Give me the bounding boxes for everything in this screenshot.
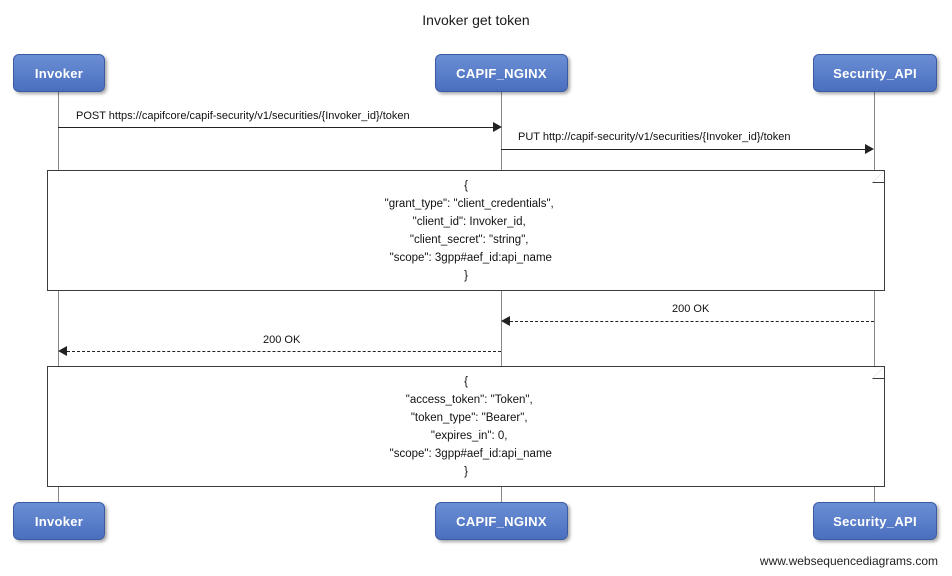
note-line: }: [464, 465, 468, 478]
actor-security-api-bottom[interactable]: [813, 502, 937, 540]
actor-capif-nginx-bottom[interactable]: [435, 502, 568, 540]
note-line: "client_secret": "string",: [403, 233, 529, 246]
actor-security-api-top[interactable]: [813, 54, 937, 92]
note-line: }: [464, 269, 468, 282]
actor-label: CAPIF_NGINX: [456, 65, 547, 81]
note-line: {: [464, 179, 468, 192]
note-line: "token_type": "Bearer",: [404, 411, 528, 424]
message-label-4: 200 OK: [263, 334, 301, 346]
message-label-2: PUT http://capif-security/v1/securities/{Invoker_id}/token: [518, 131, 791, 143]
actor-invoker-top[interactable]: [13, 54, 105, 92]
message-arrowhead-1: [493, 122, 502, 132]
actor-label: CAPIF_NGINX: [456, 513, 547, 529]
actor-label: Invoker: [34, 65, 84, 81]
message-line-3: [510, 321, 874, 322]
note-request-body: [47, 170, 885, 291]
actor-label: Security_API: [833, 513, 917, 529]
message-arrowhead-3: [501, 316, 510, 326]
actor-invoker-bottom[interactable]: [13, 502, 105, 540]
note-line: "scope": 3gpp#aef_id:api_name: [380, 447, 552, 460]
message-line-2: [501, 149, 866, 150]
actor-label: Invoker: [34, 513, 84, 529]
diagram-title: Invoker get token: [422, 12, 530, 28]
message-arrowhead-4: [58, 346, 67, 356]
note-response-body: [47, 366, 885, 487]
message-arrowhead-2: [865, 144, 874, 154]
note-line: "scope": 3gpp#aef_id:api_name: [380, 251, 552, 264]
note-line: "grant_type": "client_credentials",: [378, 197, 554, 210]
note-line: "client_id": Invoker_id,: [406, 215, 526, 228]
actor-capif-nginx-top[interactable]: [435, 54, 568, 92]
message-label-1: POST https://capifcore/capif-security/v1/securities/{Invoker_id}/token: [76, 110, 410, 122]
message-line-1: [58, 127, 494, 128]
note-line: "access_token": "Token",: [399, 393, 533, 406]
note-line: "expires_in": 0,: [424, 429, 508, 442]
actor-label: Security_API: [833, 65, 917, 81]
message-label-3: 200 OK: [672, 303, 710, 315]
message-line-4: [67, 351, 501, 352]
note-line: {: [464, 375, 468, 388]
watermark: www.websequencediagrams.com: [759, 554, 938, 568]
